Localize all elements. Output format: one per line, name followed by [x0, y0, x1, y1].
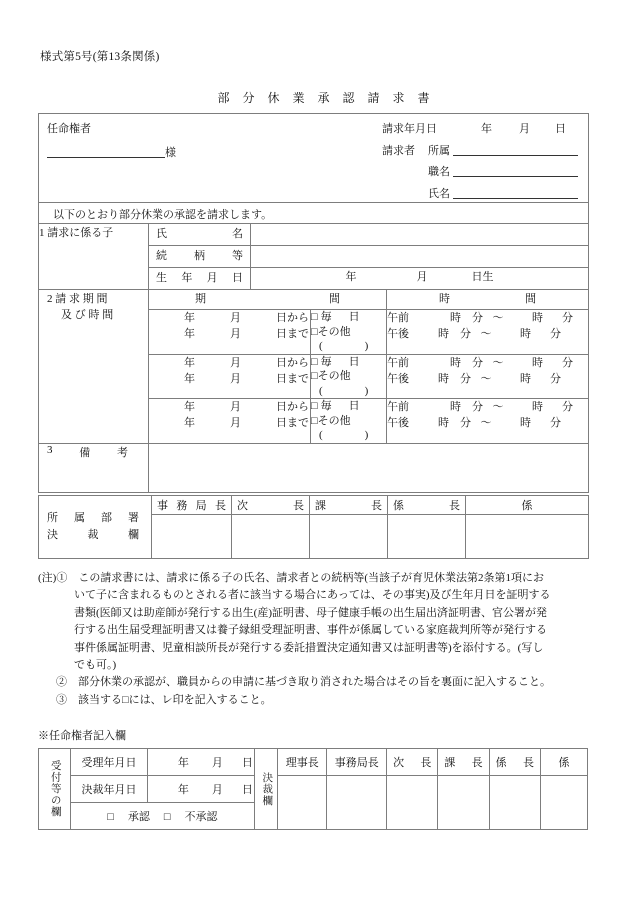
decision-day[interactable]: 日	[241, 784, 253, 796]
header-row	[39, 114, 589, 203]
period-to-month[interactable]: 月	[230, 417, 241, 429]
time-pm-tilde: ～	[480, 417, 492, 429]
acol3-b: 長	[471, 757, 483, 769]
time-pm-label: 午後	[387, 328, 409, 340]
child-relation-label-right: 等	[232, 250, 243, 262]
appointer-name-field[interactable]	[47, 144, 176, 160]
col0-c: 局	[195, 500, 207, 512]
approval-choice-cell[interactable]	[71, 803, 255, 830]
period-to-month[interactable]: 月	[230, 328, 241, 340]
header-cell	[39, 114, 589, 203]
time-am-1[interactable]	[387, 310, 588, 326]
time-am-tilde: ～	[492, 401, 504, 413]
time-am-label: 午前	[387, 401, 409, 413]
appointer-col-header-kakaricho	[489, 749, 540, 776]
dept-col-header-jicho	[232, 496, 310, 515]
acol4-b: 長	[522, 757, 534, 769]
requester-affiliation-row	[382, 142, 578, 164]
appointer-col-header-kacho	[438, 749, 489, 776]
note-1-line-1: (注)① この請求書には、請求に係る子の氏名、請求者との続柄等(当該子が育児休業法第2条第1項にお	[38, 572, 544, 584]
time-pm-h1[interactable]: 時	[438, 417, 449, 429]
period-to-year[interactable]: 年	[184, 417, 195, 429]
paren-close: )	[364, 340, 369, 352]
section3-label-left: 備	[79, 446, 91, 459]
child-dob-day[interactable]: 日生	[471, 271, 494, 283]
time-am-tilde: ～	[492, 356, 504, 369]
requester-block	[382, 120, 578, 206]
checkbox-other-3[interactable]: □その他	[311, 414, 351, 427]
section3-label	[39, 443, 149, 492]
time-header	[387, 290, 589, 310]
checkbox-other-1[interactable]: □その他	[311, 325, 351, 338]
period-to-3[interactable]	[149, 415, 310, 431]
dept-sign-jimukyokucho[interactable]	[152, 515, 232, 559]
time-pm-3[interactable]	[387, 415, 588, 431]
child-name-row	[39, 224, 589, 246]
time-pm-m2[interactable]: 分	[550, 328, 561, 340]
statement-text: 以下のとおり部分休業の承認を請求します。	[53, 209, 273, 221]
paren-open: (	[319, 429, 323, 441]
remarks-row	[39, 443, 589, 492]
time-am-tilde: ～	[492, 312, 504, 324]
dept-label-1d: 署	[128, 512, 139, 524]
approve-label: 承認	[127, 811, 150, 823]
decision-date-row	[39, 776, 588, 803]
request-date-row	[382, 120, 578, 142]
period-from-month[interactable]: 月	[230, 356, 241, 369]
paren-open: (	[319, 384, 323, 397]
decision-year[interactable]: 年	[177, 784, 189, 796]
section2-label-line1-text: 2 請 求 期 間	[47, 293, 108, 305]
note-3: ③ 該当する□には、レ印を記入すること。	[56, 693, 272, 706]
dept-approval-table	[38, 495, 589, 559]
section2-label	[39, 290, 149, 444]
decision-sign-rijicho[interactable]	[278, 776, 327, 830]
time-header-right: 間	[525, 293, 537, 305]
dept-label-line1	[39, 510, 151, 527]
appointer-name-blank[interactable]	[47, 145, 165, 158]
child-name-label-cell	[149, 224, 251, 246]
child-name-label-right: 名	[232, 228, 243, 240]
appointer-col-header-rijicho	[278, 749, 327, 776]
appointer-table	[38, 748, 588, 830]
dept-label-2c: 欄	[128, 529, 139, 541]
period-from-2[interactable]	[149, 355, 310, 371]
col2-a: 課	[315, 500, 326, 512]
time-pm-h2[interactable]: 時	[520, 417, 531, 429]
period-dates-cell-2[interactable]	[149, 354, 311, 399]
time-am-2[interactable]	[387, 355, 588, 371]
decision-column-label-cell	[254, 749, 277, 830]
affiliation-label: 所属	[428, 144, 450, 157]
paren-open: (	[319, 340, 323, 352]
note-1-line-3: 書類(医師又は助産師が発行する出生(産)証明書、母子健康手帳の出生届出済証明書、官公署が発	[74, 606, 547, 619]
period-from-year[interactable]: 年	[184, 356, 195, 369]
statement-cell	[39, 203, 589, 224]
time-pm-m2[interactable]: 分	[550, 372, 561, 385]
period-checkbox-cell-1[interactable]	[311, 310, 387, 355]
period-header	[149, 290, 387, 310]
dept-sign-kakaricho[interactable]	[388, 515, 466, 559]
dept-header-row	[39, 496, 589, 515]
period-to-day[interactable]: 日まで	[276, 328, 309, 340]
col1-b: 長	[293, 500, 304, 512]
time-am-m1[interactable]: 分	[472, 312, 483, 324]
time-am-m2[interactable]: 分	[562, 401, 573, 413]
note-1-line-5: 事件係属証明書、児童相談所長が発行する委託措置決定通知書又は証明書等)を添付する。(写し	[74, 641, 544, 654]
period-from-year[interactable]: 年	[184, 401, 195, 413]
acol4-a: 係	[495, 757, 507, 769]
decision-column-label: 決裁欄	[261, 771, 273, 807]
section3-label-num: 3	[47, 443, 53, 456]
time-am-h2[interactable]: 時	[532, 312, 543, 324]
acol2-a: 次	[393, 757, 405, 769]
period-from-day[interactable]: 日から	[276, 401, 309, 413]
dept-col-header-jimukyokucho	[152, 496, 232, 515]
child-dob-value-cell[interactable]	[251, 268, 589, 290]
period-header-left: 期	[195, 293, 206, 305]
receipt-year[interactable]: 年	[177, 757, 189, 769]
appointer-col-header-jicho	[387, 749, 438, 776]
appointer-col-header-kakari	[540, 749, 587, 776]
receipt-month[interactable]: 月	[211, 757, 223, 769]
acol2-b: 長	[420, 757, 432, 769]
time-cell-1[interactable]	[387, 310, 589, 355]
sama-suffix: 様	[165, 147, 176, 159]
period-to-day[interactable]: 日まで	[276, 372, 309, 385]
affiliation-input[interactable]	[453, 143, 578, 156]
name-label: 氏名	[428, 187, 450, 200]
decision-sign-jicho[interactable]	[387, 776, 438, 830]
request-date-month[interactable]: 月	[519, 123, 530, 135]
receipt-date-label: 受理年月日	[71, 749, 148, 776]
time-pm-h2[interactable]: 時	[520, 372, 531, 385]
note-1-line-4: 行する出生届受理証明書又は養子縁組受理証明書、事件が係属している家庭裁判所等が発行する	[74, 624, 547, 637]
decision-date-label: 決裁年月日	[71, 776, 148, 803]
child-relation-label-mid: 柄	[194, 250, 205, 262]
time-am-label: 午前	[387, 312, 409, 324]
period-to-year[interactable]: 年	[184, 328, 195, 340]
receipt-column-label: 受付等の欄	[49, 760, 61, 818]
time-am-m2[interactable]: 分	[562, 312, 573, 324]
other-detail-1[interactable]	[311, 339, 386, 354]
appointer-label: 任命権者	[47, 123, 91, 135]
period-from-month[interactable]: 月	[230, 401, 241, 413]
period-to-day[interactable]: 日まで	[276, 417, 309, 429]
time-am-h1[interactable]: 時	[450, 401, 461, 413]
time-pm-h1[interactable]: 時	[438, 328, 449, 340]
period-to-1[interactable]	[149, 326, 310, 342]
appointer-col-header-jimukyokucho	[327, 749, 387, 776]
period-from-month[interactable]: 月	[230, 312, 241, 324]
requester-label: 請求者	[382, 144, 415, 157]
time-pm-tilde: ～	[480, 372, 492, 385]
request-date-day[interactable]: 日	[555, 123, 566, 135]
section3-label-right: 考	[117, 446, 128, 459]
time-cell-3[interactable]	[387, 399, 589, 444]
note-1-line-2: いて子に含まれるものとされる者に該当する場合にあっては、その事実)及び生年月日を証明する	[74, 589, 551, 602]
checkbox-daily-3[interactable]: □毎 日	[311, 400, 363, 412]
col0-b: 務	[176, 500, 188, 512]
paren-close: )	[364, 384, 369, 397]
col3-a: 係	[393, 500, 404, 512]
time-am-m1[interactable]: 分	[472, 401, 483, 413]
child-relation-value[interactable]	[251, 246, 589, 268]
child-dob-label-day: 日	[231, 272, 243, 284]
checkbox-other-2[interactable]: □その他	[311, 370, 351, 382]
decision-sign-kakari[interactable]	[540, 776, 587, 830]
time-pm-1[interactable]	[387, 326, 588, 342]
time-am-3[interactable]	[387, 399, 588, 415]
notes-block	[38, 570, 594, 709]
receipt-day[interactable]: 日	[241, 757, 253, 769]
appointer-section-title: ※任命権者記入欄	[38, 730, 126, 742]
position-label: 職名	[428, 166, 450, 178]
child-dob-label-month: 月	[206, 272, 218, 284]
period-from-day[interactable]: 日から	[276, 356, 309, 369]
child-relation-label-left: 続	[156, 250, 167, 262]
approve-checkbox[interactable]: □	[107, 811, 114, 823]
dept-label-cell	[39, 496, 152, 559]
col1-a: 次	[237, 500, 248, 512]
time-pm-m1[interactable]: 分	[460, 328, 471, 340]
receipt-column-label-cell	[39, 749, 71, 830]
section3-value[interactable]	[149, 443, 589, 492]
section2-label-line2	[39, 306, 148, 322]
other-detail-2[interactable]	[311, 384, 386, 399]
dept-col-header-kakaricho	[388, 496, 466, 515]
child-dob-label-cell	[149, 268, 251, 290]
child-dob-label-year: 年	[181, 272, 193, 284]
dept-label-1b: 属	[74, 512, 85, 524]
time-pm-tilde: ～	[480, 328, 492, 340]
statement-row	[39, 203, 589, 224]
receipt-date-row	[39, 749, 588, 776]
child-dob-year[interactable]: 年	[345, 271, 357, 283]
reject-label: 不承認	[184, 811, 218, 823]
time-am-m1[interactable]: 分	[472, 356, 483, 369]
col0-a: 事	[157, 500, 168, 512]
time-pm-h2[interactable]: 時	[520, 328, 531, 340]
paren-close: )	[364, 429, 369, 441]
time-pm-m1[interactable]: 分	[460, 372, 471, 385]
time-am-h2[interactable]: 時	[532, 356, 543, 369]
request-date-year[interactable]: 年	[481, 123, 492, 135]
requester-position-row	[382, 163, 578, 185]
period-dates-cell-3[interactable]	[149, 399, 311, 444]
time-pm-label: 午後	[387, 417, 409, 429]
receipt-date-value[interactable]	[147, 749, 254, 776]
form-number: 様式第5号(第13条関係)	[40, 51, 160, 63]
decision-month[interactable]: 月	[211, 784, 223, 796]
child-dob-label-left: 生	[156, 272, 167, 284]
other-detail-3[interactable]	[311, 428, 386, 443]
col4-a: 係	[521, 500, 533, 512]
time-am-m2[interactable]: 分	[562, 356, 573, 369]
period-to-month[interactable]: 月	[230, 372, 241, 385]
dept-label-2a: 決	[47, 529, 58, 541]
name-input[interactable]	[453, 186, 578, 199]
dept-label-line2	[39, 527, 151, 544]
child-relation-label-cell	[149, 246, 251, 268]
period-dates-cell-1[interactable]	[149, 310, 311, 355]
acol0: 理事長	[285, 757, 319, 769]
time-pm-m1[interactable]: 分	[460, 417, 471, 429]
time-pm-m2[interactable]: 分	[550, 417, 561, 429]
dept-sign-kacho[interactable]	[310, 515, 388, 559]
period-from-1[interactable]	[149, 310, 310, 326]
time-cell-2[interactable]	[387, 354, 589, 399]
checkbox-daily-2[interactable]: □毎 日	[311, 355, 363, 368]
time-am-h1[interactable]: 時	[450, 356, 461, 369]
time-am-h1[interactable]: 時	[450, 312, 461, 324]
dept-label-1c: 部	[101, 512, 112, 524]
col0-d: 長	[214, 500, 226, 512]
dept-col-header-kakari	[466, 496, 589, 515]
period-to-year[interactable]: 年	[184, 372, 195, 385]
dept-col-header-kacho	[310, 496, 388, 515]
note-1-line-6: でも可。)	[74, 659, 117, 672]
checkbox-daily-1[interactable]: □毎 日	[311, 311, 363, 323]
document-title: 部 分 休 業 承 認 請 求 書	[217, 91, 435, 105]
decision-sign-jimukyokucho[interactable]	[327, 776, 387, 830]
time-pm-h1[interactable]: 時	[438, 372, 449, 385]
decision-sign-kakaricho[interactable]	[489, 776, 540, 830]
period-checkbox-cell-2[interactable]	[311, 354, 387, 399]
dept-sign-kakari[interactable]	[466, 515, 589, 559]
period-to-2[interactable]	[149, 371, 310, 387]
decision-sign-kacho[interactable]	[438, 776, 489, 830]
position-input[interactable]	[453, 164, 578, 177]
decision-date-value[interactable]	[147, 776, 254, 803]
child-name-value[interactable]	[251, 224, 589, 246]
acol5: 係	[558, 757, 570, 769]
dept-label-1a: 所	[47, 512, 58, 524]
time-header-left: 時	[439, 293, 450, 305]
dept-sign-jicho[interactable]	[232, 515, 310, 559]
time-pm-label: 午後	[387, 372, 409, 385]
period-header-right: 間	[329, 293, 340, 305]
main-form-table	[38, 113, 589, 493]
acol3-a: 課	[444, 757, 456, 769]
period-checkbox-cell-3[interactable]	[311, 399, 387, 444]
section2-label-line1	[39, 290, 148, 306]
section2-label-line2-text: 及 び 時 間	[61, 309, 114, 321]
col3-b: 長	[449, 500, 460, 512]
period-from-3[interactable]	[149, 399, 310, 415]
dept-label-2b: 裁	[87, 529, 99, 541]
time-am-h2[interactable]: 時	[532, 401, 543, 413]
time-am-label: 午前	[387, 356, 409, 369]
child-dob-month[interactable]: 月	[416, 271, 428, 283]
period-from-year[interactable]: 年	[184, 312, 195, 324]
period-time-header-row	[39, 290, 589, 310]
note-2: ② 部分休業の承認が、職員からの申請に基づき取り消された場合はその旨を裏面に記入すること。	[56, 676, 551, 689]
child-name-label-left: 氏	[156, 228, 167, 240]
reject-checkbox[interactable]: □	[163, 811, 171, 823]
request-date-label: 請求年月日	[382, 123, 437, 135]
time-pm-2[interactable]	[387, 371, 588, 387]
acol1: 事務局長	[334, 757, 379, 769]
section1-label: 1 請求に係る子	[39, 224, 149, 290]
period-from-day[interactable]: 日から	[276, 312, 309, 324]
col2-b: 長	[371, 500, 382, 512]
